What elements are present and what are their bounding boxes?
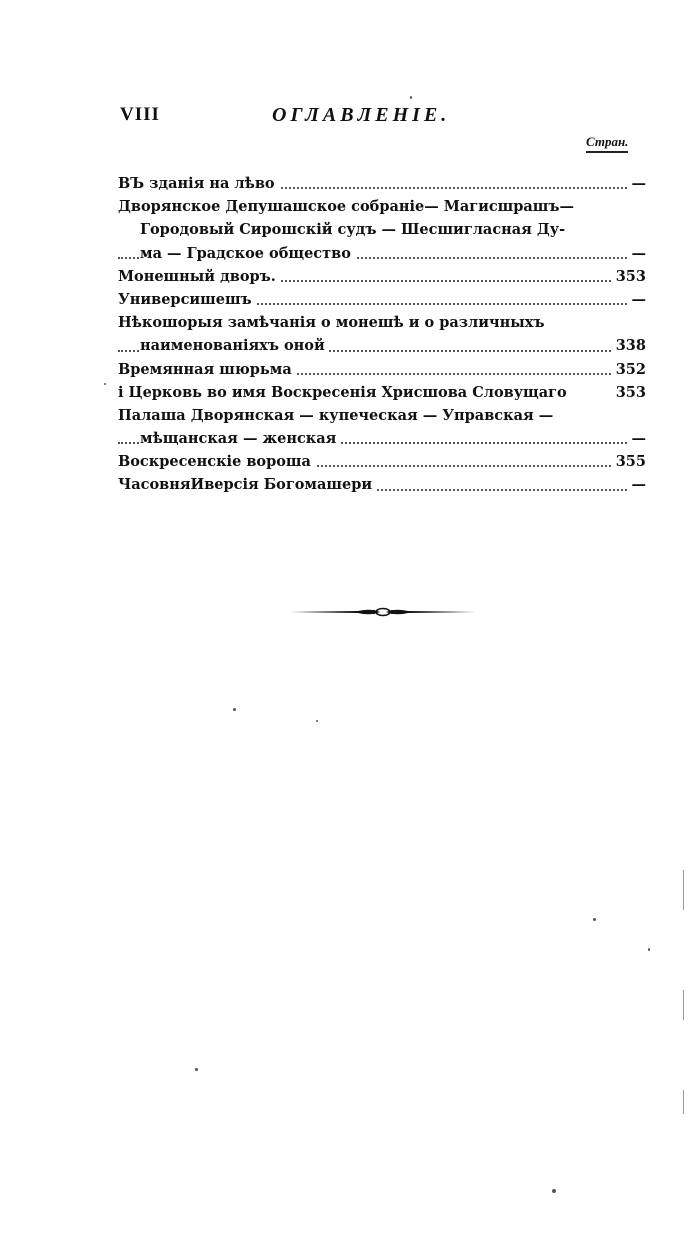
paper-speck	[195, 1068, 198, 1071]
toc-entry-text: Воскресенскіе ворошa	[118, 453, 315, 470]
toc-entry-text: мѣщанская — женская	[140, 430, 340, 447]
paper-speck	[648, 948, 650, 951]
page-column-label: Стран.	[586, 134, 628, 153]
paper-speck	[593, 918, 596, 921]
toc-entry-text: наименованіяхъ оной	[140, 337, 329, 354]
toc-entry-text: Универсишешъ	[118, 291, 256, 308]
toc-entry-text: Монешный дворъ.	[118, 268, 280, 285]
divider-ornament	[288, 606, 478, 618]
page-edge-mark	[683, 1090, 684, 1114]
paper-speck	[233, 708, 236, 711]
toc-entry-text: Городовый Сирошскій судъ — Шесшигласная Ду-	[140, 221, 569, 238]
toc-page-ref: —	[628, 288, 647, 311]
toc-line	[118, 288, 646, 311]
toc-line	[118, 358, 646, 381]
toc-entry-text: Нѣкошорыя замѣчанія о монешѣ и о различныхъ	[118, 314, 549, 331]
toc-page-ref: 352	[612, 358, 646, 381]
toc-entry-text: Времянная шюрьма	[118, 361, 296, 378]
toc-entry-text: ВЪ зданія на лѣво	[118, 175, 279, 192]
toc-line	[118, 473, 646, 496]
toc-line	[118, 195, 646, 218]
page-number: VIII	[120, 104, 160, 125]
toc-line	[118, 334, 646, 357]
toc-line	[118, 311, 646, 334]
toc-entry-text: Палаша Дворянская — купеческая — Управская —	[118, 407, 557, 424]
paper-speck	[410, 96, 412, 99]
toc-entry-text: Дворянское Депушашское собраніе— Магисшрашъ—	[118, 198, 578, 215]
page-edge-mark	[683, 990, 684, 1020]
toc-page-ref: 353	[612, 381, 646, 404]
toc-line	[118, 381, 646, 404]
page-edge-mark	[683, 870, 684, 910]
toc-line	[118, 450, 646, 473]
toc-page-ref: 338	[612, 334, 646, 357]
toc-entry-text: ЧасовняИверсія Богомашери	[118, 476, 376, 493]
toc-page-ref: —	[628, 242, 647, 265]
toc-line	[118, 172, 646, 195]
toc-page-ref: —	[628, 172, 647, 195]
table-of-contents	[118, 172, 646, 497]
toc-line	[118, 404, 646, 427]
paper-speck	[552, 1189, 556, 1193]
page-header	[120, 104, 644, 132]
toc-page-ref: 353	[612, 265, 646, 288]
toc-line	[118, 265, 646, 288]
paper-speck	[316, 720, 318, 722]
toc-line	[118, 242, 646, 265]
toc-entry-text: ма — Градское общество	[140, 245, 355, 262]
toc-entry-text: і Церковь во имя Воскресенія Хрисшова Словущаго	[118, 384, 571, 401]
paper-speck	[104, 383, 106, 385]
toc-page-ref: —	[628, 473, 647, 496]
toc-line	[118, 427, 646, 450]
toc-line	[118, 218, 646, 241]
page-title: ОГЛАВЛЕНІЕ.	[272, 104, 451, 126]
toc-page-ref: 355	[612, 450, 646, 473]
toc-page-ref: —	[628, 427, 647, 450]
